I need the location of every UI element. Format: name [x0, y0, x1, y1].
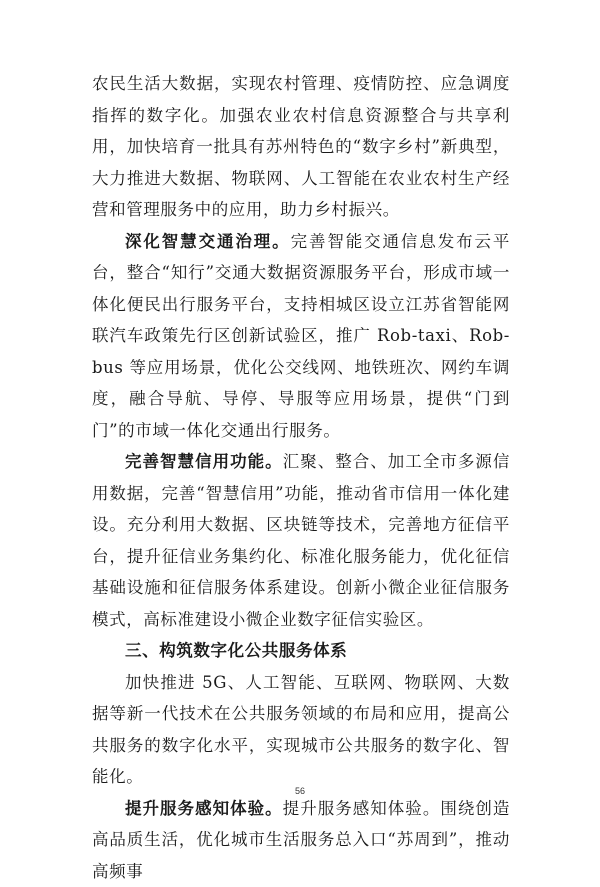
paragraph-text: 农民生活大数据，实现农村管理、疫情防控、应急调度指挥的数字化。加强农业农村信息资源整合与共享利用，加快培育一批具有苏州特色的“数字乡村”新典型，大力推进大数据、物联网、人工智能在农业农村生产经营和管理服务中的应用，助力乡村振兴。	[92, 74, 510, 219]
paragraph-smart-traffic	[92, 226, 510, 447]
paragraph-lead: 提升服务感知体验。	[125, 799, 283, 818]
paragraph-text: 完善智能交通信息发布云平台，整合“知行”交通大数据资源服务平台，形成市域一体化便民出行服务平台，支持相城区设立江苏省智能网联汽车政策先行区创新试验区，推广 Rob-taxi、Rob-bus 等应用场景，优化公交线网、地铁班次、网约车调度，融合导航、导停、导服等应用场景，提供“门到门”的市域一体化交通出行服务。	[92, 232, 510, 440]
section-heading: 三、构筑数字化公共服务体系	[92, 635, 510, 667]
paragraph-text: 提升服务感知体验。围绕创造高品质生活，优化城市生活服务总入口“苏周到”，推动高频事	[92, 799, 510, 881]
paragraph-service-perception	[92, 793, 510, 887]
paragraph-text: 汇聚、整合、加工全市多源信用数据，完善“智慧信用”功能，推动省市信用一体化建设。充分利用大数据、区块链等技术，完善地方征信平台，提升征信业务集约化、标准化服务能力，优化征信基础设施和征信服务体系建设。创新小微企业征信服务模式，高标准建设小微企业数字征信实验区。	[92, 452, 510, 629]
paragraph-public-services	[92, 667, 510, 793]
paragraph-lead: 深化智慧交通治理。	[125, 232, 291, 251]
page-number: 56	[0, 786, 600, 796]
paragraph-smart-credit	[92, 446, 510, 635]
body-text	[92, 68, 510, 887]
paragraph-text: 加快推进 5G、人工智能、互联网、物联网、大数据等新一代技术在公共服务领域的布局和应用，提高公共服务的数字化水平，实现城市公共服务的数字化、智能化。	[92, 673, 510, 787]
paragraph-rural-digital	[92, 68, 510, 226]
paragraph-lead: 完善智慧信用功能。	[125, 452, 283, 471]
